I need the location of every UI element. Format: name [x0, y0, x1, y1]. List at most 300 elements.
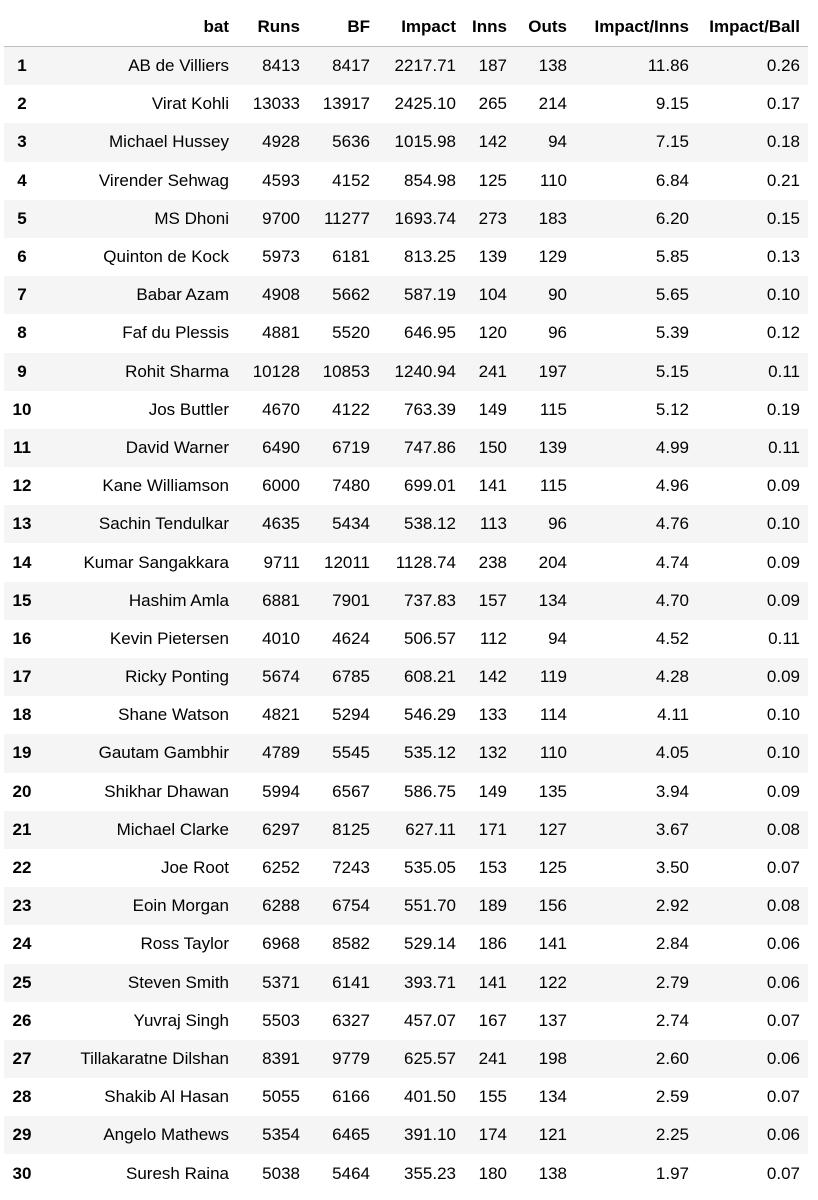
cell-bat: Quinton de Kock	[103, 247, 229, 267]
cell-impact-per-ball: 0.09	[766, 590, 800, 610]
cell-inns: 141	[478, 476, 507, 496]
cell-impact: 586.75	[404, 781, 456, 801]
cell-impact-per-inns: 4.28	[655, 667, 689, 687]
table-row	[4, 582, 808, 620]
row-index: 19	[12, 743, 32, 763]
table-row	[4, 543, 808, 581]
cell-outs: 137	[538, 1010, 567, 1030]
table-row	[4, 849, 808, 887]
cell-bat: Shakib Al Hasan	[104, 1087, 229, 1107]
cell-bat: Kumar Sangakkara	[83, 552, 229, 572]
table-row	[4, 123, 808, 161]
cell-runs: 6881	[262, 590, 300, 610]
cell-inns: 150	[478, 437, 507, 457]
cell-outs: 94	[548, 132, 567, 152]
cell-bf: 5464	[332, 1163, 370, 1183]
cell-impact: 506.57	[404, 628, 456, 648]
cell-inns: 125	[478, 170, 507, 190]
row-index: 18	[12, 705, 32, 725]
cell-impact: 625.57	[404, 1048, 456, 1068]
cell-bf: 6567	[332, 781, 370, 801]
table-body	[4, 47, 808, 1193]
cell-impact: 1240.94	[394, 361, 456, 381]
cell-outs: 156	[538, 896, 567, 916]
cell-bat: Hashim Amla	[128, 590, 229, 610]
cell-impact-per-inns: 4.99	[655, 437, 689, 457]
cell-bf: 5520	[332, 323, 370, 343]
cell-outs: 139	[538, 437, 567, 457]
table-row	[4, 47, 808, 86]
row-index: 29	[12, 1125, 32, 1145]
cell-impact-per-ball: 0.06	[766, 934, 800, 954]
cell-runs: 4881	[262, 323, 300, 343]
cell-impact-per-inns: 4.70	[655, 590, 689, 610]
cell-impact: 737.83	[404, 590, 456, 610]
cell-impact-per-inns: 3.67	[655, 819, 689, 839]
cell-outs: 138	[538, 56, 567, 76]
table-row	[4, 658, 808, 696]
cell-bf: 7901	[332, 590, 370, 610]
cell-bf: 5662	[332, 285, 370, 305]
cell-inns: 155	[478, 1087, 507, 1107]
table-row	[4, 696, 808, 734]
cell-impact-per-ball: 0.18	[766, 132, 800, 152]
table-row	[4, 391, 808, 429]
cell-outs: 122	[538, 972, 567, 992]
cell-bat: Ross Taylor	[140, 934, 229, 954]
cell-runs: 6490	[262, 437, 300, 457]
cell-outs: 204	[538, 552, 567, 572]
cell-bat: Eoin Morgan	[132, 896, 229, 916]
table-row	[4, 200, 808, 238]
cell-impact: 747.86	[404, 437, 456, 457]
cell-impact-per-inns: 2.74	[655, 1010, 689, 1030]
cell-bat: Faf du Plessis	[122, 323, 229, 343]
row-index: 11	[13, 437, 31, 457]
row-index: 20	[12, 781, 32, 801]
cell-impact-per-inns: 3.50	[655, 858, 689, 878]
cell-bat: Sachin Tendulkar	[98, 514, 229, 534]
cell-impact: 393.71	[404, 972, 456, 992]
cell-outs: 135	[538, 781, 567, 801]
cell-runs: 6288	[262, 896, 300, 916]
cell-bf: 6465	[332, 1125, 370, 1145]
cell-bat: Tillakaratne Dilshan	[80, 1048, 229, 1068]
cell-impact-per-ball: 0.09	[766, 476, 800, 496]
cell-impact: 529.14	[404, 934, 456, 954]
row-index: 14	[12, 552, 32, 572]
cell-impact-per-inns: 2.59	[655, 1087, 689, 1107]
cell-runs: 4593	[262, 170, 300, 190]
cell-bat: AB de Villiers	[128, 56, 229, 76]
cell-inns: 112	[479, 628, 507, 648]
cell-runs: 4928	[262, 132, 300, 152]
cell-impact: 587.19	[404, 285, 456, 305]
cell-runs: 10128	[252, 361, 300, 381]
cell-runs: 4635	[262, 514, 300, 534]
cell-impact-per-inns: 4.11	[657, 705, 689, 725]
cell-bat: Shikhar Dhawan	[104, 781, 229, 801]
cell-impact-per-ball: 0.11	[768, 361, 800, 381]
cell-impact-per-inns: 11.86	[647, 56, 689, 76]
cell-impact: 1693.74	[394, 208, 456, 228]
cell-impact: 854.98	[404, 170, 456, 190]
cell-bat: Joe Root	[160, 858, 229, 878]
cell-runs: 6252	[262, 858, 300, 878]
cell-outs: 141	[538, 934, 567, 954]
cell-bf: 6166	[332, 1087, 370, 1107]
cell-bf: 5545	[332, 743, 370, 763]
cell-impact-per-ball: 0.10	[766, 285, 800, 305]
cell-impact-per-inns: 6.20	[655, 208, 689, 228]
cell-inns: 141	[478, 972, 507, 992]
row-index: 26	[12, 1010, 32, 1030]
cell-runs: 8391	[262, 1048, 300, 1068]
cell-runs: 5055	[262, 1087, 300, 1107]
cell-bf: 5294	[332, 705, 370, 725]
cell-inns: 238	[478, 552, 507, 572]
cell-impact-per-ball: 0.15	[766, 208, 800, 228]
table-row	[4, 1154, 808, 1192]
cell-inns: 167	[478, 1010, 507, 1030]
cell-impact-per-ball: 0.08	[766, 819, 800, 839]
cell-bf: 5636	[332, 132, 370, 152]
cell-runs: 6000	[262, 476, 300, 496]
cell-runs: 5503	[262, 1010, 300, 1030]
cell-impact-per-ball: 0.07	[766, 1010, 800, 1030]
cell-outs: 129	[538, 247, 567, 267]
cell-bf: 6754	[332, 896, 370, 916]
row-index: 9	[17, 361, 27, 381]
cell-impact-per-ball: 0.26	[766, 56, 800, 76]
cell-outs: 134	[538, 1087, 567, 1107]
table-row	[4, 85, 808, 123]
cell-inns: 120	[478, 323, 507, 343]
row-index: 24	[12, 934, 32, 954]
cell-runs: 6968	[262, 934, 300, 954]
table-row	[4, 620, 808, 658]
cell-bf: 11277	[323, 208, 370, 228]
cell-bf: 6785	[332, 667, 370, 687]
cell-impact-per-ball: 0.06	[766, 1048, 800, 1068]
cell-bat: Michael Clarke	[116, 819, 229, 839]
table-row	[4, 1002, 808, 1040]
cell-impact: 391.10	[404, 1125, 456, 1145]
cell-outs: 127	[538, 819, 567, 839]
cell-inns: 142	[478, 667, 507, 687]
cell-runs: 4010	[262, 628, 300, 648]
cell-impact: 535.12	[404, 743, 456, 763]
cell-inns: 149	[478, 781, 507, 801]
table-row	[4, 314, 808, 352]
table-row	[4, 1116, 808, 1154]
cell-impact: 538.12	[404, 514, 456, 534]
cell-runs: 9700	[262, 208, 300, 228]
table-row	[4, 353, 808, 391]
cell-impact-per-inns: 2.92	[655, 896, 689, 916]
cell-runs: 4908	[262, 285, 300, 305]
cell-runs: 5038	[262, 1163, 300, 1183]
cell-runs: 4670	[262, 399, 300, 419]
row-index: 3	[17, 132, 27, 152]
row-index: 7	[17, 285, 27, 305]
row-index: 6	[17, 247, 27, 267]
cell-bf: 8125	[332, 819, 370, 839]
dataframe-table	[4, 8, 808, 1193]
row-index: 2	[17, 94, 27, 114]
cell-impact-per-ball: 0.09	[766, 781, 800, 801]
row-index: 30	[12, 1163, 32, 1183]
cell-bat: Kevin Pietersen	[109, 628, 229, 648]
cell-impact: 813.25	[404, 247, 456, 267]
cell-impact: 627.11	[405, 819, 456, 839]
cell-inns: 139	[478, 247, 507, 267]
cell-runs: 13033	[252, 94, 300, 114]
cell-outs: 115	[539, 476, 567, 496]
table-row	[4, 1040, 808, 1078]
cell-runs: 4821	[262, 705, 300, 725]
cell-bf: 12011	[323, 552, 370, 572]
cell-inns: 174	[478, 1125, 507, 1145]
cell-inns: 241	[478, 361, 507, 381]
cell-bat: Steven Smith	[127, 972, 229, 992]
row-index: 25	[12, 972, 32, 992]
cell-runs: 5973	[262, 247, 300, 267]
cell-outs: 197	[538, 361, 567, 381]
cell-impact-per-inns: 2.60	[655, 1048, 689, 1068]
column-header-inns: Inns	[464, 8, 515, 47]
row-index: 28	[12, 1087, 32, 1107]
cell-impact-per-ball: 0.13	[766, 247, 800, 267]
cell-runs: 5371	[262, 972, 300, 992]
cell-inns: 171	[478, 819, 507, 839]
row-index: 22	[12, 858, 32, 878]
cell-bat: Babar Azam	[136, 285, 229, 305]
cell-bf: 4122	[332, 399, 370, 419]
cell-impact-per-ball: 0.09	[766, 552, 800, 572]
cell-runs: 6297	[262, 819, 300, 839]
cell-bf: 13917	[322, 94, 370, 114]
cell-impact-per-ball: 0.19	[766, 399, 800, 419]
cell-bf: 6719	[332, 437, 370, 457]
row-index: 8	[17, 323, 27, 343]
cell-bat: Suresh Raina	[125, 1163, 229, 1183]
cell-bat: MS Dhoni	[154, 208, 229, 228]
cell-impact-per-inns: 2.25	[655, 1125, 689, 1145]
cell-impact-per-inns: 2.84	[655, 934, 689, 954]
cell-inns: 180	[478, 1163, 507, 1183]
cell-bat: Virender Sehwag	[98, 170, 229, 190]
cell-outs: 121	[538, 1125, 567, 1145]
cell-bat: Rohit Sharma	[125, 361, 229, 381]
cell-bf: 9779	[332, 1048, 370, 1068]
cell-impact-per-inns: 2.79	[655, 972, 689, 992]
cell-impact-per-ball: 0.07	[766, 1087, 800, 1107]
cell-impact-per-inns: 4.52	[655, 628, 689, 648]
cell-outs: 134	[538, 590, 567, 610]
cell-impact-per-inns: 5.15	[655, 361, 689, 381]
cell-outs: 96	[548, 514, 567, 534]
cell-outs: 96	[548, 323, 567, 343]
cell-impact-per-ball: 0.11	[768, 628, 800, 648]
cell-bat: Angelo Mathews	[103, 1125, 229, 1145]
cell-impact-per-inns: 4.76	[655, 514, 689, 534]
cell-impact-per-inns: 7.15	[655, 132, 689, 152]
cell-impact-per-ball: 0.07	[766, 1163, 800, 1183]
table-row	[4, 887, 808, 925]
cell-bf: 4152	[332, 170, 370, 190]
cell-impact-per-ball: 0.10	[766, 743, 800, 763]
header-row	[4, 8, 808, 47]
cell-inns: 133	[478, 705, 507, 725]
cell-outs: 125	[538, 858, 567, 878]
cell-impact-per-inns: 5.12	[655, 399, 689, 419]
cell-impact: 401.50	[404, 1087, 456, 1107]
cell-bat: Yuvraj Singh	[133, 1010, 229, 1030]
cell-bf: 4624	[332, 628, 370, 648]
cell-impact-per-ball: 0.07	[766, 858, 800, 878]
cell-bat: Jos Buttler	[148, 399, 229, 419]
cell-bat: Shane Watson	[118, 705, 229, 725]
table-row	[4, 811, 808, 849]
column-header-bf: BF	[308, 8, 378, 47]
cell-runs: 5994	[262, 781, 300, 801]
cell-inns: 149	[478, 399, 507, 419]
cell-outs: 138	[538, 1163, 567, 1183]
cell-impact: 546.29	[404, 705, 456, 725]
cell-outs: 183	[538, 208, 567, 228]
cell-impact: 608.21	[404, 667, 456, 687]
row-index: 12	[12, 476, 32, 496]
cell-impact-per-inns: 6.84	[655, 170, 689, 190]
cell-inns: 273	[478, 208, 507, 228]
column-header-impact: Impact	[378, 8, 464, 47]
cell-impact-per-inns: 3.94	[655, 781, 689, 801]
cell-bf: 10853	[322, 361, 370, 381]
cell-bat: Virat Kohli	[151, 94, 229, 114]
row-index: 16	[12, 628, 32, 648]
cell-bf: 5434	[332, 514, 370, 534]
cell-impact: 551.70	[404, 896, 456, 916]
cell-inns: 189	[478, 896, 507, 916]
column-header-impact-per-inns: Impact/Inns	[575, 8, 697, 47]
cell-bat: Ricky Ponting	[125, 667, 229, 687]
cell-inns: 113	[479, 514, 507, 534]
table-row	[4, 238, 808, 276]
cell-impact-per-ball: 0.17	[766, 94, 800, 114]
table-row	[4, 734, 808, 772]
row-index: 1	[17, 56, 27, 76]
table-row	[4, 429, 808, 467]
column-header-impact-per-ball: Impact/Ball	[697, 8, 808, 47]
cell-bf: 6181	[332, 247, 370, 267]
row-index: 27	[12, 1048, 32, 1068]
cell-bat: David Warner	[125, 437, 229, 457]
cell-inns: 241	[478, 1048, 507, 1068]
cell-outs: 214	[538, 94, 567, 114]
row-index: 4	[17, 170, 27, 190]
cell-bf: 6327	[332, 1010, 370, 1030]
cell-impact-per-inns: 4.05	[655, 743, 689, 763]
table-row	[4, 162, 808, 200]
column-header-outs: Outs	[515, 8, 575, 47]
row-index: 15	[12, 590, 32, 610]
cell-impact: 1128.74	[395, 552, 456, 572]
cell-bf: 8582	[332, 934, 370, 954]
cell-outs: 110	[539, 743, 567, 763]
cell-outs: 119	[539, 667, 567, 687]
cell-runs: 5354	[262, 1125, 300, 1145]
cell-bat: Kane Williamson	[102, 476, 229, 496]
table-header	[4, 8, 808, 47]
cell-impact: 535.05	[404, 858, 456, 878]
cell-outs: 90	[548, 285, 567, 305]
cell-bf: 8417	[332, 56, 370, 76]
cell-runs: 9711	[263, 552, 300, 572]
cell-impact-per-inns: 5.85	[655, 247, 689, 267]
cell-impact-per-inns: 1.97	[655, 1163, 689, 1183]
table-row	[4, 1078, 808, 1116]
table-row	[4, 964, 808, 1002]
cell-impact-per-inns: 5.39	[655, 323, 689, 343]
cell-impact-per-ball: 0.12	[766, 323, 800, 343]
row-index: 5	[17, 208, 27, 228]
cell-bat: Gautam Gambhir	[98, 743, 229, 763]
row-index: 23	[12, 896, 32, 916]
cell-impact-per-inns: 4.74	[655, 552, 689, 572]
cell-impact-per-inns: 5.65	[655, 285, 689, 305]
cell-outs: 114	[539, 705, 567, 725]
cell-impact-per-inns: 4.96	[655, 476, 689, 496]
cell-impact: 699.01	[404, 476, 456, 496]
cell-inns: 132	[478, 743, 507, 763]
cell-outs: 198	[538, 1048, 567, 1068]
cell-impact: 355.23	[404, 1163, 456, 1183]
index-header	[4, 8, 44, 47]
cell-impact: 2217.71	[394, 56, 456, 76]
cell-impact-per-ball: 0.09	[766, 667, 800, 687]
cell-inns: 153	[478, 858, 507, 878]
cell-inns: 186	[478, 934, 507, 954]
cell-bf: 6141	[332, 972, 370, 992]
cell-impact-per-ball: 0.10	[766, 705, 800, 725]
cell-inns: 187	[478, 56, 507, 76]
cell-outs: 115	[539, 399, 567, 419]
column-header-bat: bat	[44, 8, 237, 47]
cell-inns: 157	[478, 590, 507, 610]
cell-impact: 2425.10	[394, 94, 456, 114]
table-row	[4, 925, 808, 963]
cell-bf: 7243	[332, 858, 370, 878]
column-header-runs: Runs	[237, 8, 308, 47]
cell-inns: 104	[478, 285, 507, 305]
table-row	[4, 467, 808, 505]
table-row	[4, 773, 808, 811]
cell-inns: 265	[478, 94, 507, 114]
cell-inns: 142	[478, 132, 507, 152]
cell-runs: 5674	[262, 667, 300, 687]
cell-runs: 4789	[262, 743, 300, 763]
cell-impact: 646.95	[404, 323, 456, 343]
cell-impact-per-inns: 9.15	[655, 94, 689, 114]
cell-impact-per-ball: 0.21	[766, 170, 800, 190]
cell-impact-per-ball: 0.06	[766, 1125, 800, 1145]
table-row	[4, 276, 808, 314]
cell-impact: 1015.98	[394, 132, 456, 152]
cell-impact-per-ball: 0.06	[766, 972, 800, 992]
table-row	[4, 505, 808, 543]
row-index: 21	[12, 819, 32, 839]
